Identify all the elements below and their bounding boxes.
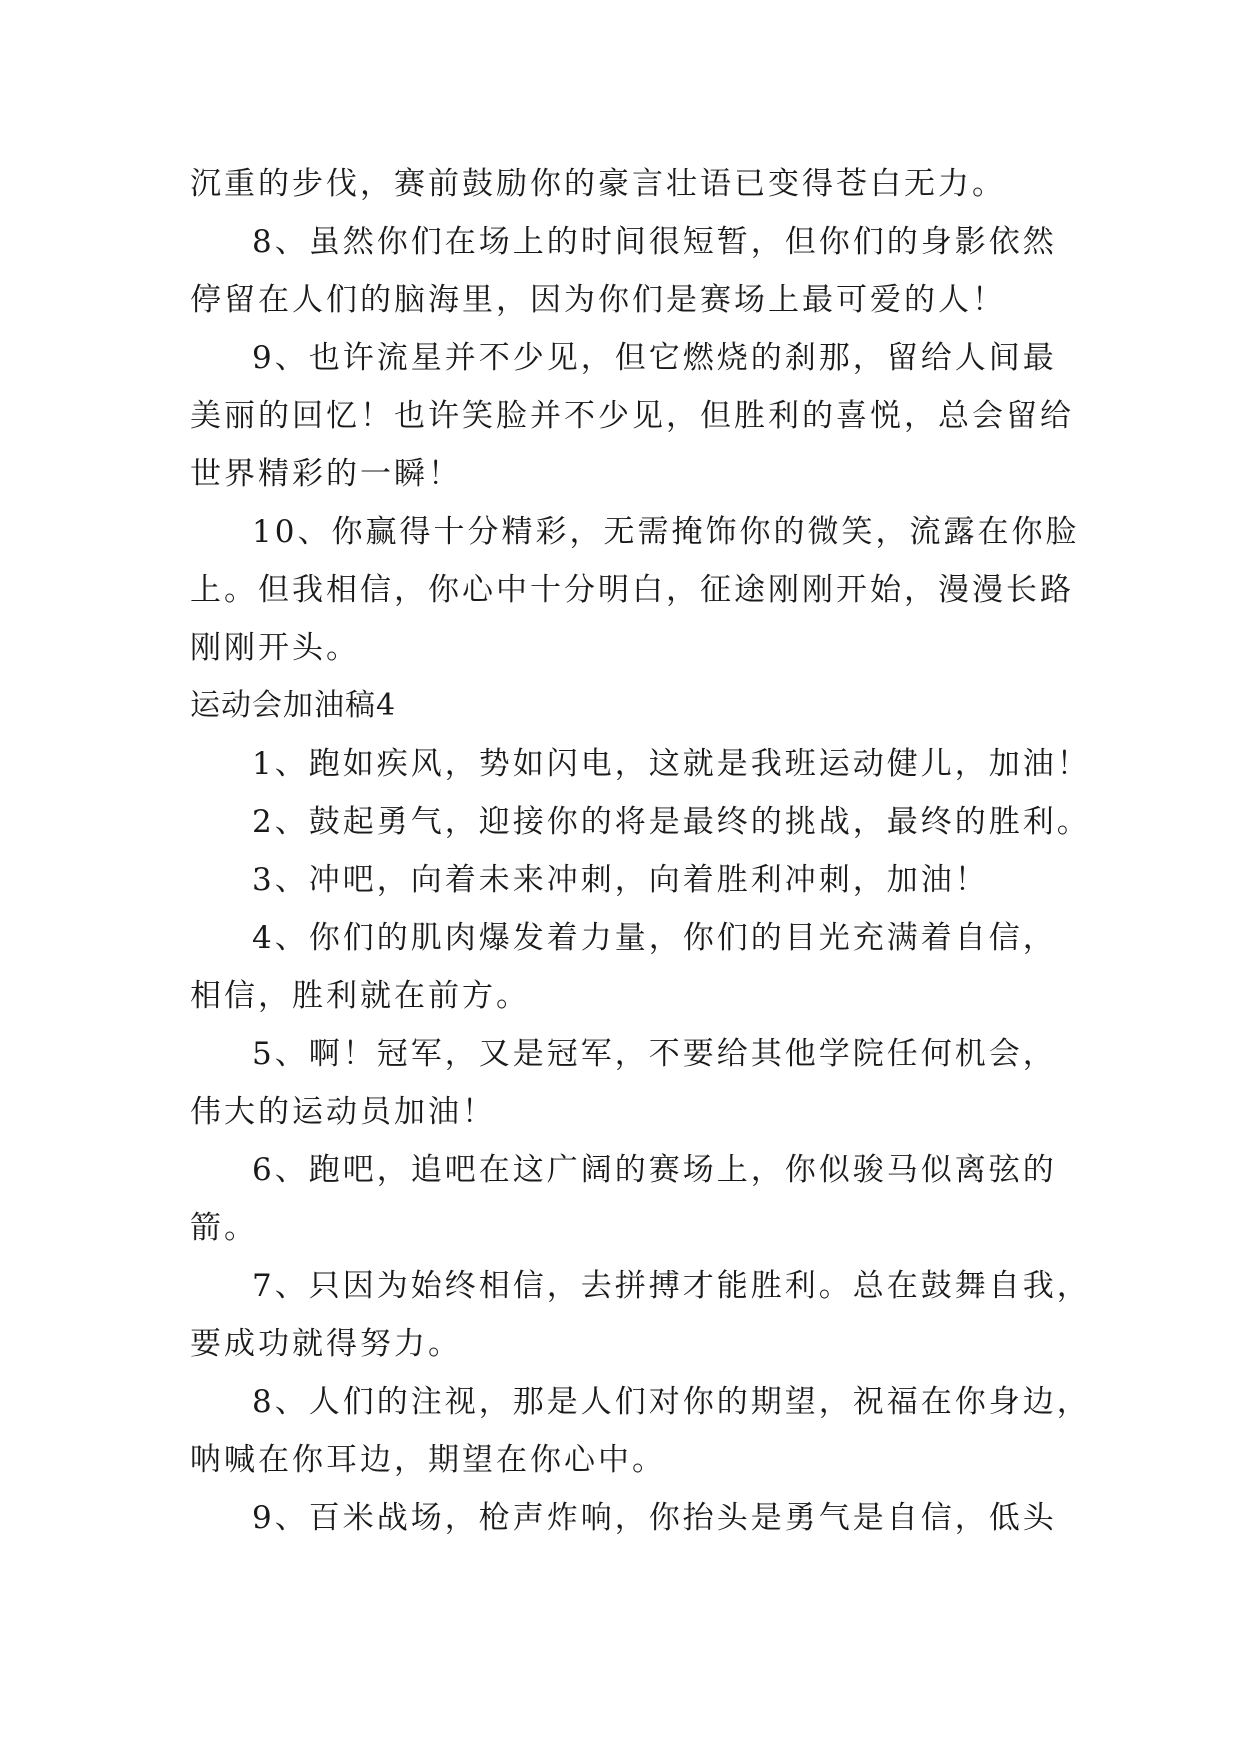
paragraph-item-1	[190, 735, 1091, 793]
text-line: 世界精彩的一瞬！	[190, 456, 462, 492]
paragraph-item-8b	[190, 1373, 1091, 1489]
paragraph-item-9b	[190, 1489, 1070, 1547]
text-line: 停留在人们的脑海里，因为你们是赛场上最可爱的人！	[190, 282, 1006, 318]
text-line: 5、啊！冠军，又是冠军，不要给其他学院任何机会，	[252, 1036, 1057, 1072]
paragraph-item-7	[190, 1257, 1091, 1373]
text-line: 呐喊在你耳边，期望在你心中。	[190, 1442, 666, 1478]
paragraph-item-9	[190, 329, 1074, 503]
text-line: 7、只因为始终相信，去拼搏才能胜利。总在鼓舞自我，	[252, 1268, 1091, 1304]
text-line: 6、跑吧，追吧在这广阔的赛场上，你似骏马似离弦的	[252, 1152, 1057, 1188]
text-line: 10、你赢得十分精彩，无需掩饰你的微笑，流露在你脸	[252, 514, 1080, 550]
text-line: 9、百米战场，枪声炸响，你抬头是勇气是自信，低头	[252, 1500, 1057, 1536]
paragraph-item-4	[190, 909, 1070, 1025]
text-line: 上。但我相信，你心中十分明白，征途刚刚开始，漫漫长路	[190, 572, 1074, 608]
text-line: 4、你们的肌肉爆发着力量，你们的目光充满着自信，	[252, 920, 1057, 956]
paragraph-item-2	[190, 793, 1091, 851]
paragraph-item-3	[190, 851, 1070, 909]
text-line: 3、冲吧，向着未来冲刺，向着胜利冲刺，加油！	[252, 862, 989, 898]
text-line: 伟大的运动员加油！	[190, 1094, 496, 1130]
paragraph-item-8	[190, 213, 1070, 329]
text-line: 要成功就得努力。	[190, 1326, 462, 1362]
text-line: 9、也许流星并不少见，但它燃烧的刹那，留给人间最	[252, 340, 1057, 376]
text-line: 2、鼓起勇气，迎接你的将是最终的挑战，最终的胜利。	[252, 804, 1091, 840]
text-line: 8、人们的注视，那是人们对你的期望，祝福在你身边，	[252, 1384, 1091, 1420]
paragraph	[190, 155, 1070, 213]
heading-text: 运动会加油稿4	[190, 688, 397, 723]
section-heading	[190, 677, 1070, 735]
document-body	[190, 155, 1091, 1547]
text-line: 美丽的回忆！也许笑脸并不少见，但胜利的喜悦，总会留给	[190, 398, 1074, 434]
text-line: 箭。	[190, 1210, 258, 1246]
text-line: 刚刚开头。	[190, 630, 360, 666]
text-line: 相信，胜利就在前方。	[190, 978, 530, 1014]
text-line: 沉重的步伐，赛前鼓励你的豪言壮语已变得苍白无力。	[190, 166, 1006, 202]
text-line: 1、跑如疾风，势如闪电，这就是我班运动健儿，加油！	[252, 746, 1091, 782]
paragraph-item-5	[190, 1025, 1070, 1141]
text-line: 8、虽然你们在场上的时间很短暂，但你们的身影依然	[252, 224, 1057, 260]
paragraph-item-6	[190, 1141, 1070, 1257]
paragraph-item-10	[190, 503, 1080, 677]
